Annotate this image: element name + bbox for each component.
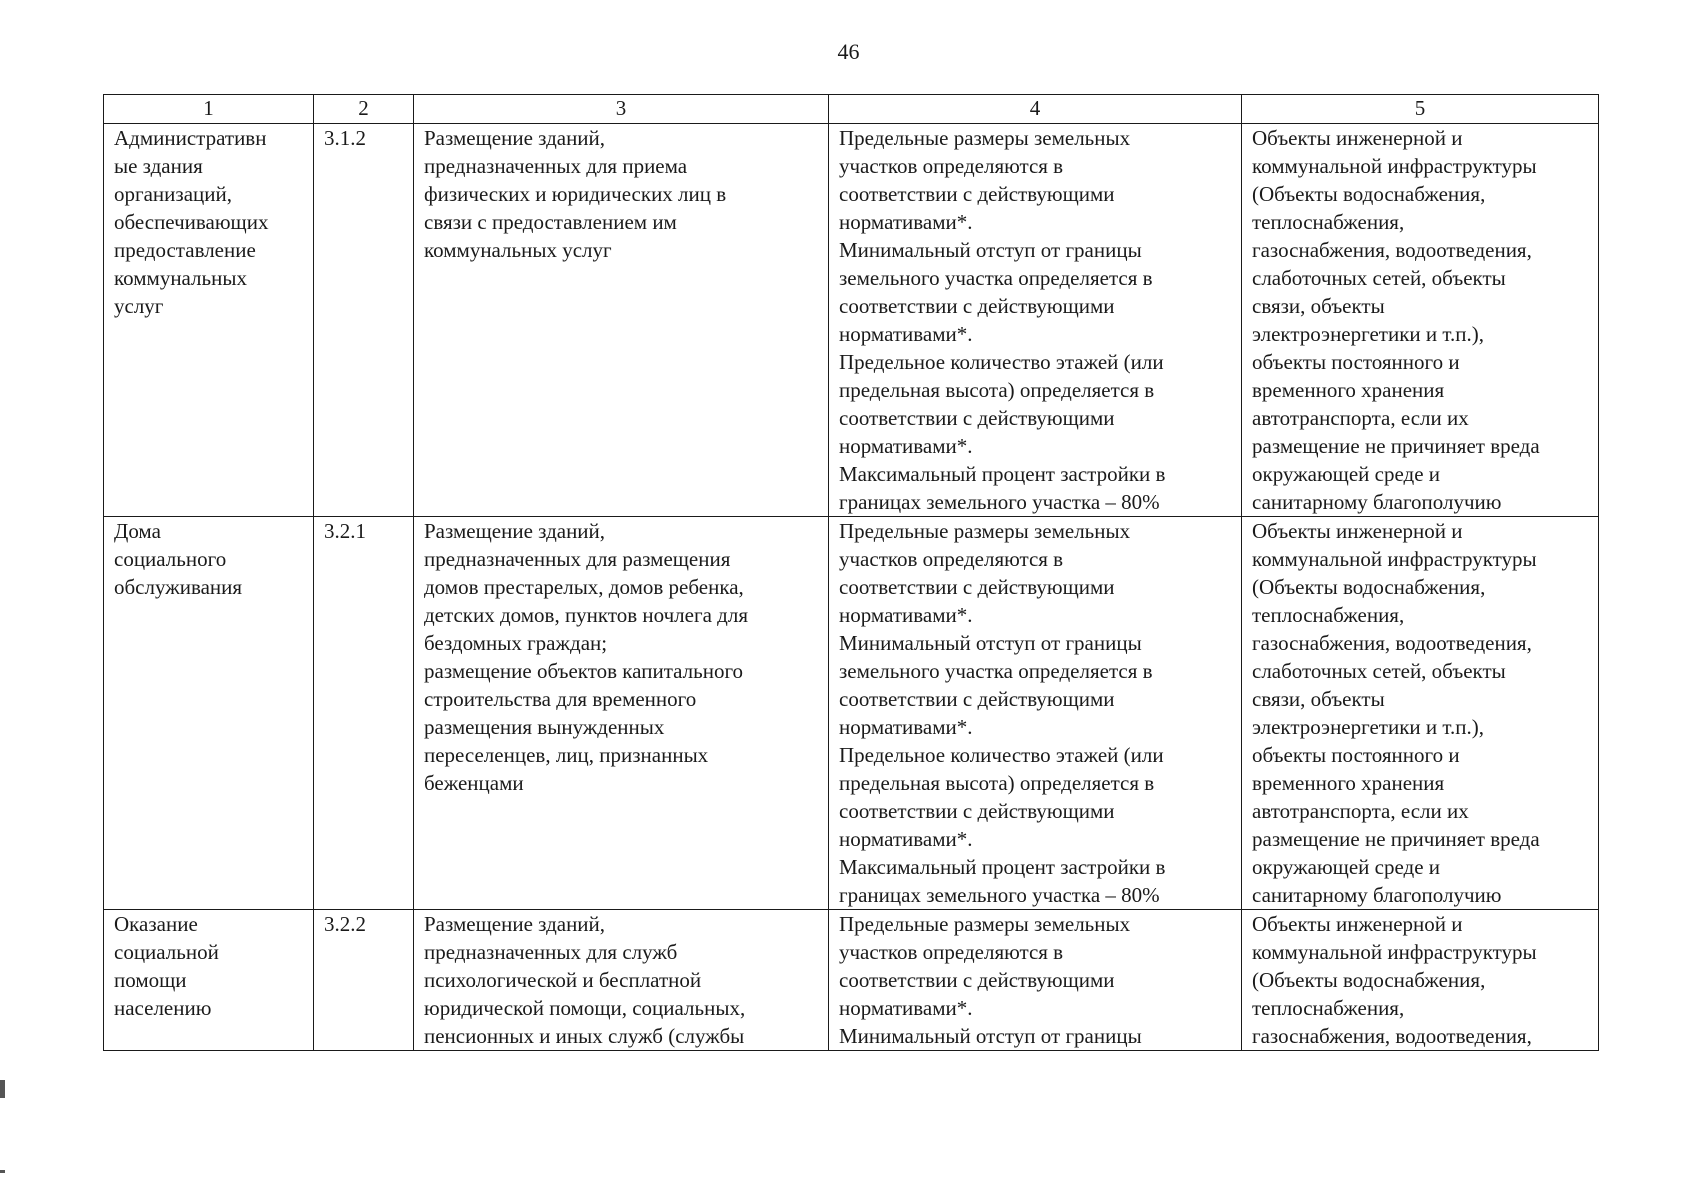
cell-text-line: размещение объектов капитального [424, 659, 744, 683]
cell-text-line: автотранспорта, если их [1252, 406, 1469, 430]
use-name-cell [104, 124, 314, 517]
cell-text-line: санитарному благополучию [1252, 490, 1502, 514]
cell-text-line: теплоснабжения, [1252, 603, 1405, 627]
cell-text-line: нормативами*. [839, 715, 973, 739]
column-header-1: 1 [104, 95, 314, 124]
cell-text-line: Дома [114, 519, 161, 543]
cell-text-line: нормативами*. [839, 434, 973, 458]
cell-text-line: домов престарелых, домов ребенка, [424, 575, 744, 599]
cell-text-line: населению [114, 996, 212, 1020]
parameters-cell [829, 124, 1242, 517]
table-row [104, 517, 1599, 910]
use-name-cell [104, 910, 314, 1051]
cell-text-line: бездомных граждан; [424, 631, 608, 655]
cell-text-line: предельная высота) определяется в [839, 771, 1155, 795]
cell-text-line: обслуживания [114, 575, 243, 599]
parameters-cell [829, 910, 1242, 1051]
cell-text-line: нормативами*. [839, 603, 973, 627]
cell-text-line: газоснабжения, водоотведения, [1252, 1024, 1532, 1048]
cell-text-line: временного хранения [1252, 771, 1445, 795]
cell-text-line: Предельные размеры земельных [839, 912, 1131, 936]
zoning-table [103, 94, 1599, 1051]
cell-text-line: окружающей среде и [1252, 855, 1441, 879]
cell-text-line: юридической помощи, социальных, [424, 996, 746, 1020]
cell-text-line: Максимальный процент застройки в [839, 855, 1166, 879]
use-code-cell: 3.1.2 [314, 124, 414, 517]
cell-text-line: предназначенных для приема [424, 154, 688, 178]
cell-text-line: предоставление [114, 238, 256, 262]
cell-text-line: размещение не причиняет вреда [1252, 827, 1540, 851]
use-code-cell: 3.2.2 [314, 910, 414, 1051]
cell-text-line: нормативами*. [839, 827, 973, 851]
cell-text-line: Максимальный процент застройки в [839, 462, 1166, 486]
cell-text-line: психологической и бесплатной [424, 968, 702, 992]
cell-text-line: Минимальный отступ от границы [839, 238, 1142, 262]
cell-text-line: соответствии с действующими [839, 182, 1115, 206]
auxiliary-uses-cell [1242, 517, 1599, 910]
cell-text-line: Предельное количество этажей (или [839, 743, 1164, 767]
table-header-row [104, 95, 1599, 124]
cell-text-line: коммунальных [114, 266, 247, 290]
cell-text-line: ые здания [114, 154, 203, 178]
cell-text-line: теплоснабжения, [1252, 210, 1405, 234]
cell-text-line: связи, объекты [1252, 687, 1385, 711]
cell-text-line: нормативами*. [839, 210, 973, 234]
cell-text-line: санитарному благополучию [1252, 883, 1502, 907]
cell-text-line: Размещение зданий, [424, 519, 606, 543]
column-header-2: 2 [314, 95, 414, 124]
cell-text-line: нормативами*. [839, 322, 973, 346]
cell-text-line: физических и юридических лиц в [424, 182, 727, 206]
column-header-4: 4 [829, 95, 1242, 124]
cell-text-line: земельного участка определяется в [839, 659, 1153, 683]
cell-text-line: связи, объекты [1252, 294, 1385, 318]
cell-text-line: Минимальный отступ от границы [839, 1024, 1142, 1048]
cell-text-line: слаботочных сетей, объекты [1252, 266, 1506, 290]
page-number: 46 [837, 39, 860, 64]
column-header-5: 5 [1242, 95, 1599, 124]
cell-text-line: Оказание [114, 912, 198, 936]
cell-text-line: размещение не причиняет вреда [1252, 434, 1540, 458]
parameters-cell [829, 517, 1242, 910]
cell-text-line: строительства для временного [424, 687, 697, 711]
auxiliary-uses-cell [1242, 124, 1599, 517]
cell-text-line: электроэнергетики и т.п.), [1252, 322, 1484, 346]
cell-text-line: участков определяются в [839, 547, 1064, 571]
cell-text-line: социальной [114, 940, 219, 964]
cell-text-line: коммунальной инфраструктуры [1252, 154, 1537, 178]
cell-text-line: газоснабжения, водоотведения, [1252, 631, 1532, 655]
cell-text-line: электроэнергетики и т.п.), [1252, 715, 1484, 739]
cell-text-line: участков определяются в [839, 154, 1064, 178]
cell-text-line: предельная высота) определяется в [839, 378, 1155, 402]
cell-text-line: Объекты инженерной и [1252, 912, 1463, 936]
cell-text-line: участков определяются в [839, 940, 1064, 964]
cell-text-line: соответствии с действующими [839, 575, 1115, 599]
cell-text-line: теплоснабжения, [1252, 996, 1405, 1020]
cell-text-line: помощи [114, 968, 187, 992]
cell-text-line: Объекты инженерной и [1252, 126, 1463, 150]
cell-text-line: пенсионных и иных служб (службы [424, 1024, 745, 1048]
cell-text-line: соответствии с действующими [839, 294, 1115, 318]
cell-text-line: связи с предоставлением им [424, 210, 677, 234]
cell-text-line: услуг [114, 294, 164, 318]
scan-edge-mark [0, 1170, 5, 1173]
cell-text-line: нормативами*. [839, 996, 973, 1020]
cell-text-line: окружающей среде и [1252, 462, 1441, 486]
cell-text-line: соответствии с действующими [839, 687, 1115, 711]
table-row [104, 124, 1599, 517]
cell-text-line: автотранспорта, если их [1252, 799, 1469, 823]
use-code-cell: 3.2.1 [314, 517, 414, 910]
cell-text-line: соответствии с действующими [839, 799, 1115, 823]
cell-text-line: организаций, [114, 182, 232, 206]
use-description-cell [414, 910, 829, 1051]
cell-text-line: размещения вынужденных [424, 715, 665, 739]
cell-text-line: беженцами [424, 771, 524, 795]
cell-text-line: коммунальной инфраструктуры [1252, 547, 1537, 571]
cell-text-line: Объекты инженерной и [1252, 519, 1463, 543]
table-row [104, 910, 1599, 1051]
cell-text-line: Предельные размеры земельных [839, 126, 1131, 150]
cell-text-line: слаботочных сетей, объекты [1252, 659, 1506, 683]
cell-text-line: (Объекты водоснабжения, [1252, 575, 1486, 599]
cell-text-line: газоснабжения, водоотведения, [1252, 238, 1532, 262]
cell-text-line: детских домов, пунктов ночлега для [424, 603, 748, 627]
cell-text-line: соответствии с действующими [839, 406, 1115, 430]
cell-text-line: Предельные размеры земельных [839, 519, 1131, 543]
cell-text-line: обеспечивающих [114, 210, 269, 234]
cell-text-line: предназначенных для размещения [424, 547, 731, 571]
cell-text-line: Размещение зданий, [424, 912, 606, 936]
cell-text-line: Размещение зданий, [424, 126, 606, 150]
cell-text-line: переселенцев, лиц, признанных [424, 743, 709, 767]
cell-text-line: временного хранения [1252, 378, 1445, 402]
cell-text-line: Административн [114, 126, 267, 150]
cell-text-line: Минимальный отступ от границы [839, 631, 1142, 655]
cell-text-line: (Объекты водоснабжения, [1252, 968, 1486, 992]
scan-edge-mark [0, 1080, 5, 1098]
cell-text-line: объекты постоянного и [1252, 743, 1460, 767]
auxiliary-uses-cell [1242, 910, 1599, 1051]
cell-text-line: (Объекты водоснабжения, [1252, 182, 1486, 206]
cell-text-line: социального [114, 547, 227, 571]
cell-text-line: соответствии с действующими [839, 968, 1115, 992]
cell-text-line: объекты постоянного и [1252, 350, 1460, 374]
cell-text-line: Предельное количество этажей (или [839, 350, 1164, 374]
use-description-cell [414, 517, 829, 910]
cell-text-line: коммунальных услуг [424, 238, 612, 262]
cell-text-line: земельного участка определяется в [839, 266, 1153, 290]
table-body [104, 124, 1599, 1051]
cell-text-line: границах земельного участка – 80% [839, 883, 1160, 907]
cell-text-line: предназначенных для служб [424, 940, 678, 964]
cell-text-line: коммунальной инфраструктуры [1252, 940, 1537, 964]
column-header-3: 3 [414, 95, 829, 124]
cell-text-line: границах земельного участка – 80% [839, 490, 1160, 514]
use-name-cell [104, 517, 314, 910]
use-description-cell [414, 124, 829, 517]
